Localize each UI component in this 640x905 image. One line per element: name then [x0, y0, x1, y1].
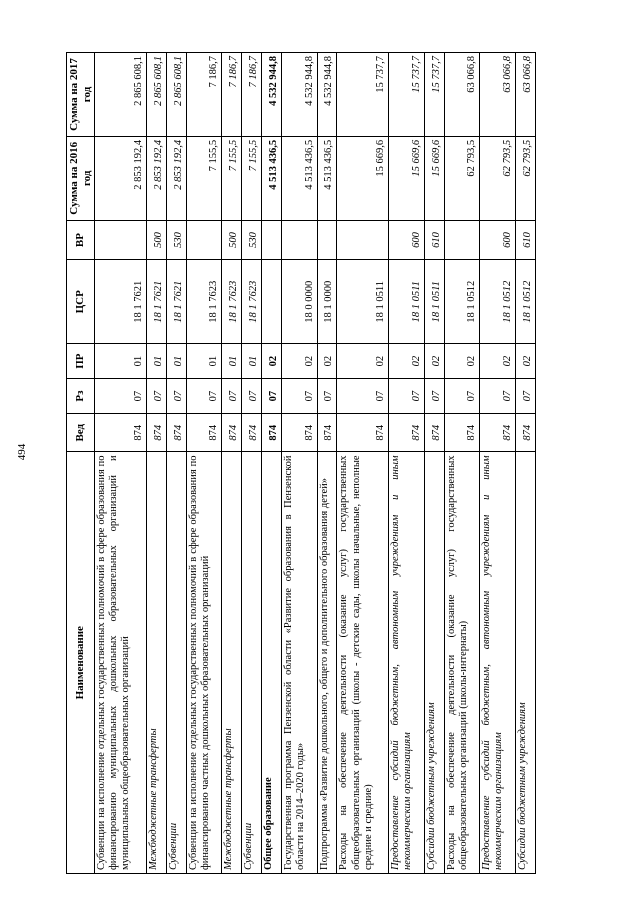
cell-rz: 07	[146, 379, 166, 414]
cell-sum-2016: 7 155,5	[222, 136, 242, 220]
cell-rz: 07	[516, 379, 536, 414]
cell-name: Субвенции на исполнение отдельных государственных полномочий в сфере образования по финансированию частных дошкольных образовательных организаций	[186, 452, 222, 874]
header-ved: Вед	[67, 414, 95, 452]
cell-rz: 07	[222, 379, 242, 414]
cell-sum-2016: 7 155,5	[186, 136, 222, 220]
cell-csr	[262, 260, 282, 344]
cell-rz: 07	[166, 379, 186, 414]
cell-pr: 02	[262, 344, 282, 379]
table-body	[95, 53, 536, 874]
cell-sum-2016: 7 155,5	[242, 136, 262, 220]
cell-csr: 18 1 7623	[222, 260, 242, 344]
cell-sum-2016: 62 793,5	[516, 136, 536, 220]
cell-sum-2016: 4 513 436,5	[317, 136, 337, 220]
cell-ved: 874	[424, 414, 444, 452]
table-row	[95, 53, 147, 874]
table-row	[389, 53, 425, 874]
cell-vr	[281, 220, 317, 260]
cell-rz: 07	[317, 379, 337, 414]
cell-ved: 874	[444, 414, 480, 452]
cell-csr: 18 1 0512	[516, 260, 536, 344]
cell-ved: 874	[480, 414, 516, 452]
cell-sum-2017: 2 865 608,1	[95, 53, 147, 137]
cell-sum-2017: 2 865 608,1	[166, 53, 186, 137]
cell-csr: 18 1 7623	[242, 260, 262, 344]
cell-rz: 07	[424, 379, 444, 414]
cell-vr: 600	[389, 220, 425, 260]
cell-csr: 18 1 7621	[166, 260, 186, 344]
cell-ved: 874	[95, 414, 147, 452]
cell-sum-2017: 15 737,7	[337, 53, 389, 137]
cell-name: Субвенции	[166, 452, 186, 874]
cell-name: Предоставление субсидий бюджетным, автономным учреждениям и иным некоммерческим организациям	[480, 452, 516, 874]
table-row	[146, 53, 166, 874]
cell-ved: 874	[516, 414, 536, 452]
cell-pr: 02	[480, 344, 516, 379]
cell-sum-2017: 7 186,7	[222, 53, 242, 137]
cell-ved: 874	[166, 414, 186, 452]
cell-name: Межбюджетные трансферты	[222, 452, 242, 874]
cell-sum-2017: 7 186,7	[186, 53, 222, 137]
cell-rz: 07	[95, 379, 147, 414]
cell-name: Общее образование	[262, 452, 282, 874]
table-row	[480, 53, 516, 874]
cell-name: Субвенции на исполнение отдельных государственных полномочий в сфере образования по финансированию муниципальных дошкольных образовательных организаций и муниципальных общеобразовательных организаций	[95, 452, 147, 874]
cell-ved: 874	[242, 414, 262, 452]
header-sum-2017: Сумма на 2017 год	[67, 53, 95, 137]
cell-name: Расходы на обеспечение деятельности (оказание услуг) государственных общеобразовательных организаций (школы-интернаты)	[444, 452, 480, 874]
table-row	[281, 53, 317, 874]
cell-sum-2017: 4 532 944,8	[317, 53, 337, 137]
cell-sum-2016: 2 853 192,4	[95, 136, 147, 220]
cell-rz: 07	[337, 379, 389, 414]
header-sum-2016: Сумма на 2016 год	[67, 136, 95, 220]
table-row	[262, 53, 282, 874]
cell-rz: 07	[281, 379, 317, 414]
header-pr: ПР	[67, 344, 95, 379]
header-rz: Рз	[67, 379, 95, 414]
header-vr: ВР	[67, 220, 95, 260]
cell-name: Межбюджетные трансферты	[146, 452, 166, 874]
cell-sum-2017: 63 066,8	[480, 53, 516, 137]
cell-csr: 18 1 7623	[186, 260, 222, 344]
cell-sum-2017: 4 532 944,8	[281, 53, 317, 137]
cell-vr	[262, 220, 282, 260]
cell-pr: 01	[242, 344, 262, 379]
cell-rz: 07	[242, 379, 262, 414]
table-header-row	[67, 53, 95, 874]
cell-vr: 500	[146, 220, 166, 260]
cell-sum-2017: 7 186,7	[242, 53, 262, 137]
cell-pr: 02	[516, 344, 536, 379]
cell-sum-2017: 15 737,7	[389, 53, 425, 137]
cell-ved: 874	[281, 414, 317, 452]
cell-sum-2016: 15 669,6	[389, 136, 425, 220]
cell-pr: 01	[222, 344, 242, 379]
cell-sum-2016: 2 853 192,4	[166, 136, 186, 220]
cell-name: Субвенции	[242, 452, 262, 874]
table-row	[516, 53, 536, 874]
table-row	[186, 53, 222, 874]
cell-name: Субсидии бюджетным учреждениям	[516, 452, 536, 874]
budget-table	[66, 52, 536, 874]
cell-name: Подпрограмма «Развитие дошкольного, общего и дополнительного образования детей»	[317, 452, 337, 874]
cell-csr: 18 1 7621	[95, 260, 147, 344]
cell-csr: 18 1 0512	[480, 260, 516, 344]
cell-pr: 02	[444, 344, 480, 379]
cell-csr: 18 1 0000	[317, 260, 337, 344]
cell-pr: 01	[186, 344, 222, 379]
table-row	[222, 53, 242, 874]
cell-vr: 610	[516, 220, 536, 260]
cell-sum-2016: 62 793,5	[480, 136, 516, 220]
cell-sum-2016: 15 669,6	[337, 136, 389, 220]
cell-csr: 18 1 7621	[146, 260, 166, 344]
table-row	[337, 53, 389, 874]
cell-sum-2017: 63 066,8	[444, 53, 480, 137]
cell-sum-2016: 15 669,6	[424, 136, 444, 220]
cell-csr: 18 1 0511	[337, 260, 389, 344]
cell-ved: 874	[146, 414, 166, 452]
cell-vr	[444, 220, 480, 260]
cell-vr	[317, 220, 337, 260]
cell-rz: 07	[444, 379, 480, 414]
cell-sum-2017: 2 865 608,1	[146, 53, 166, 137]
cell-csr: 18 0 0000	[281, 260, 317, 344]
table-row	[242, 53, 262, 874]
cell-vr: 530	[166, 220, 186, 260]
cell-vr: 610	[424, 220, 444, 260]
table-row	[444, 53, 480, 874]
page-number: 494	[16, 443, 28, 461]
cell-ved: 874	[337, 414, 389, 452]
table-row	[166, 53, 186, 874]
budget-table-container	[66, 52, 536, 874]
table-row	[424, 53, 444, 874]
cell-name: Предоставление субсидий бюджетным, автономным учреждениям и иным некоммерческим организациям	[389, 452, 425, 874]
cell-ved: 874	[389, 414, 425, 452]
cell-rz: 07	[262, 379, 282, 414]
cell-rz: 07	[389, 379, 425, 414]
cell-sum-2016: 4 513 436,5	[281, 136, 317, 220]
cell-pr: 01	[146, 344, 166, 379]
table-row	[317, 53, 337, 874]
cell-sum-2016: 2 853 192,4	[146, 136, 166, 220]
cell-rz: 07	[186, 379, 222, 414]
cell-pr: 02	[281, 344, 317, 379]
cell-vr	[95, 220, 147, 260]
cell-ved: 874	[317, 414, 337, 452]
cell-vr: 600	[480, 220, 516, 260]
cell-ved: 874	[222, 414, 242, 452]
cell-csr: 18 1 0512	[444, 260, 480, 344]
cell-name: Субсидии бюджетным учреждениям	[424, 452, 444, 874]
cell-name: Расходы на обеспечение деятельности (оказание услуг) государственных общеобразовательных организаций (школы - детские сады, школы начальные, неполные средние и средние)	[337, 452, 389, 874]
header-csr: ЦСР	[67, 260, 95, 344]
cell-sum-2017: 15 737,7	[424, 53, 444, 137]
cell-vr	[337, 220, 389, 260]
cell-pr: 02	[317, 344, 337, 379]
cell-name: Государственная программа Пензенской области «Развитие образования в Пензенской области на 2014–2020 годы»	[281, 452, 317, 874]
cell-csr: 18 1 0511	[389, 260, 425, 344]
cell-sum-2017: 4 532 944,8	[262, 53, 282, 137]
cell-rz: 07	[480, 379, 516, 414]
header-name: Наименование	[67, 452, 95, 874]
cell-sum-2016: 4 513 436,5	[262, 136, 282, 220]
cell-ved: 874	[262, 414, 282, 452]
cell-pr: 01	[166, 344, 186, 379]
cell-ved: 874	[186, 414, 222, 452]
cell-csr: 18 1 0511	[424, 260, 444, 344]
cell-pr: 02	[424, 344, 444, 379]
cell-sum-2017: 63 066,8	[516, 53, 536, 137]
cell-vr: 500	[222, 220, 242, 260]
cell-sum-2016: 62 793,5	[444, 136, 480, 220]
cell-vr	[186, 220, 222, 260]
cell-pr: 02	[337, 344, 389, 379]
cell-vr: 530	[242, 220, 262, 260]
cell-pr: 02	[389, 344, 425, 379]
cell-pr: 01	[95, 344, 147, 379]
